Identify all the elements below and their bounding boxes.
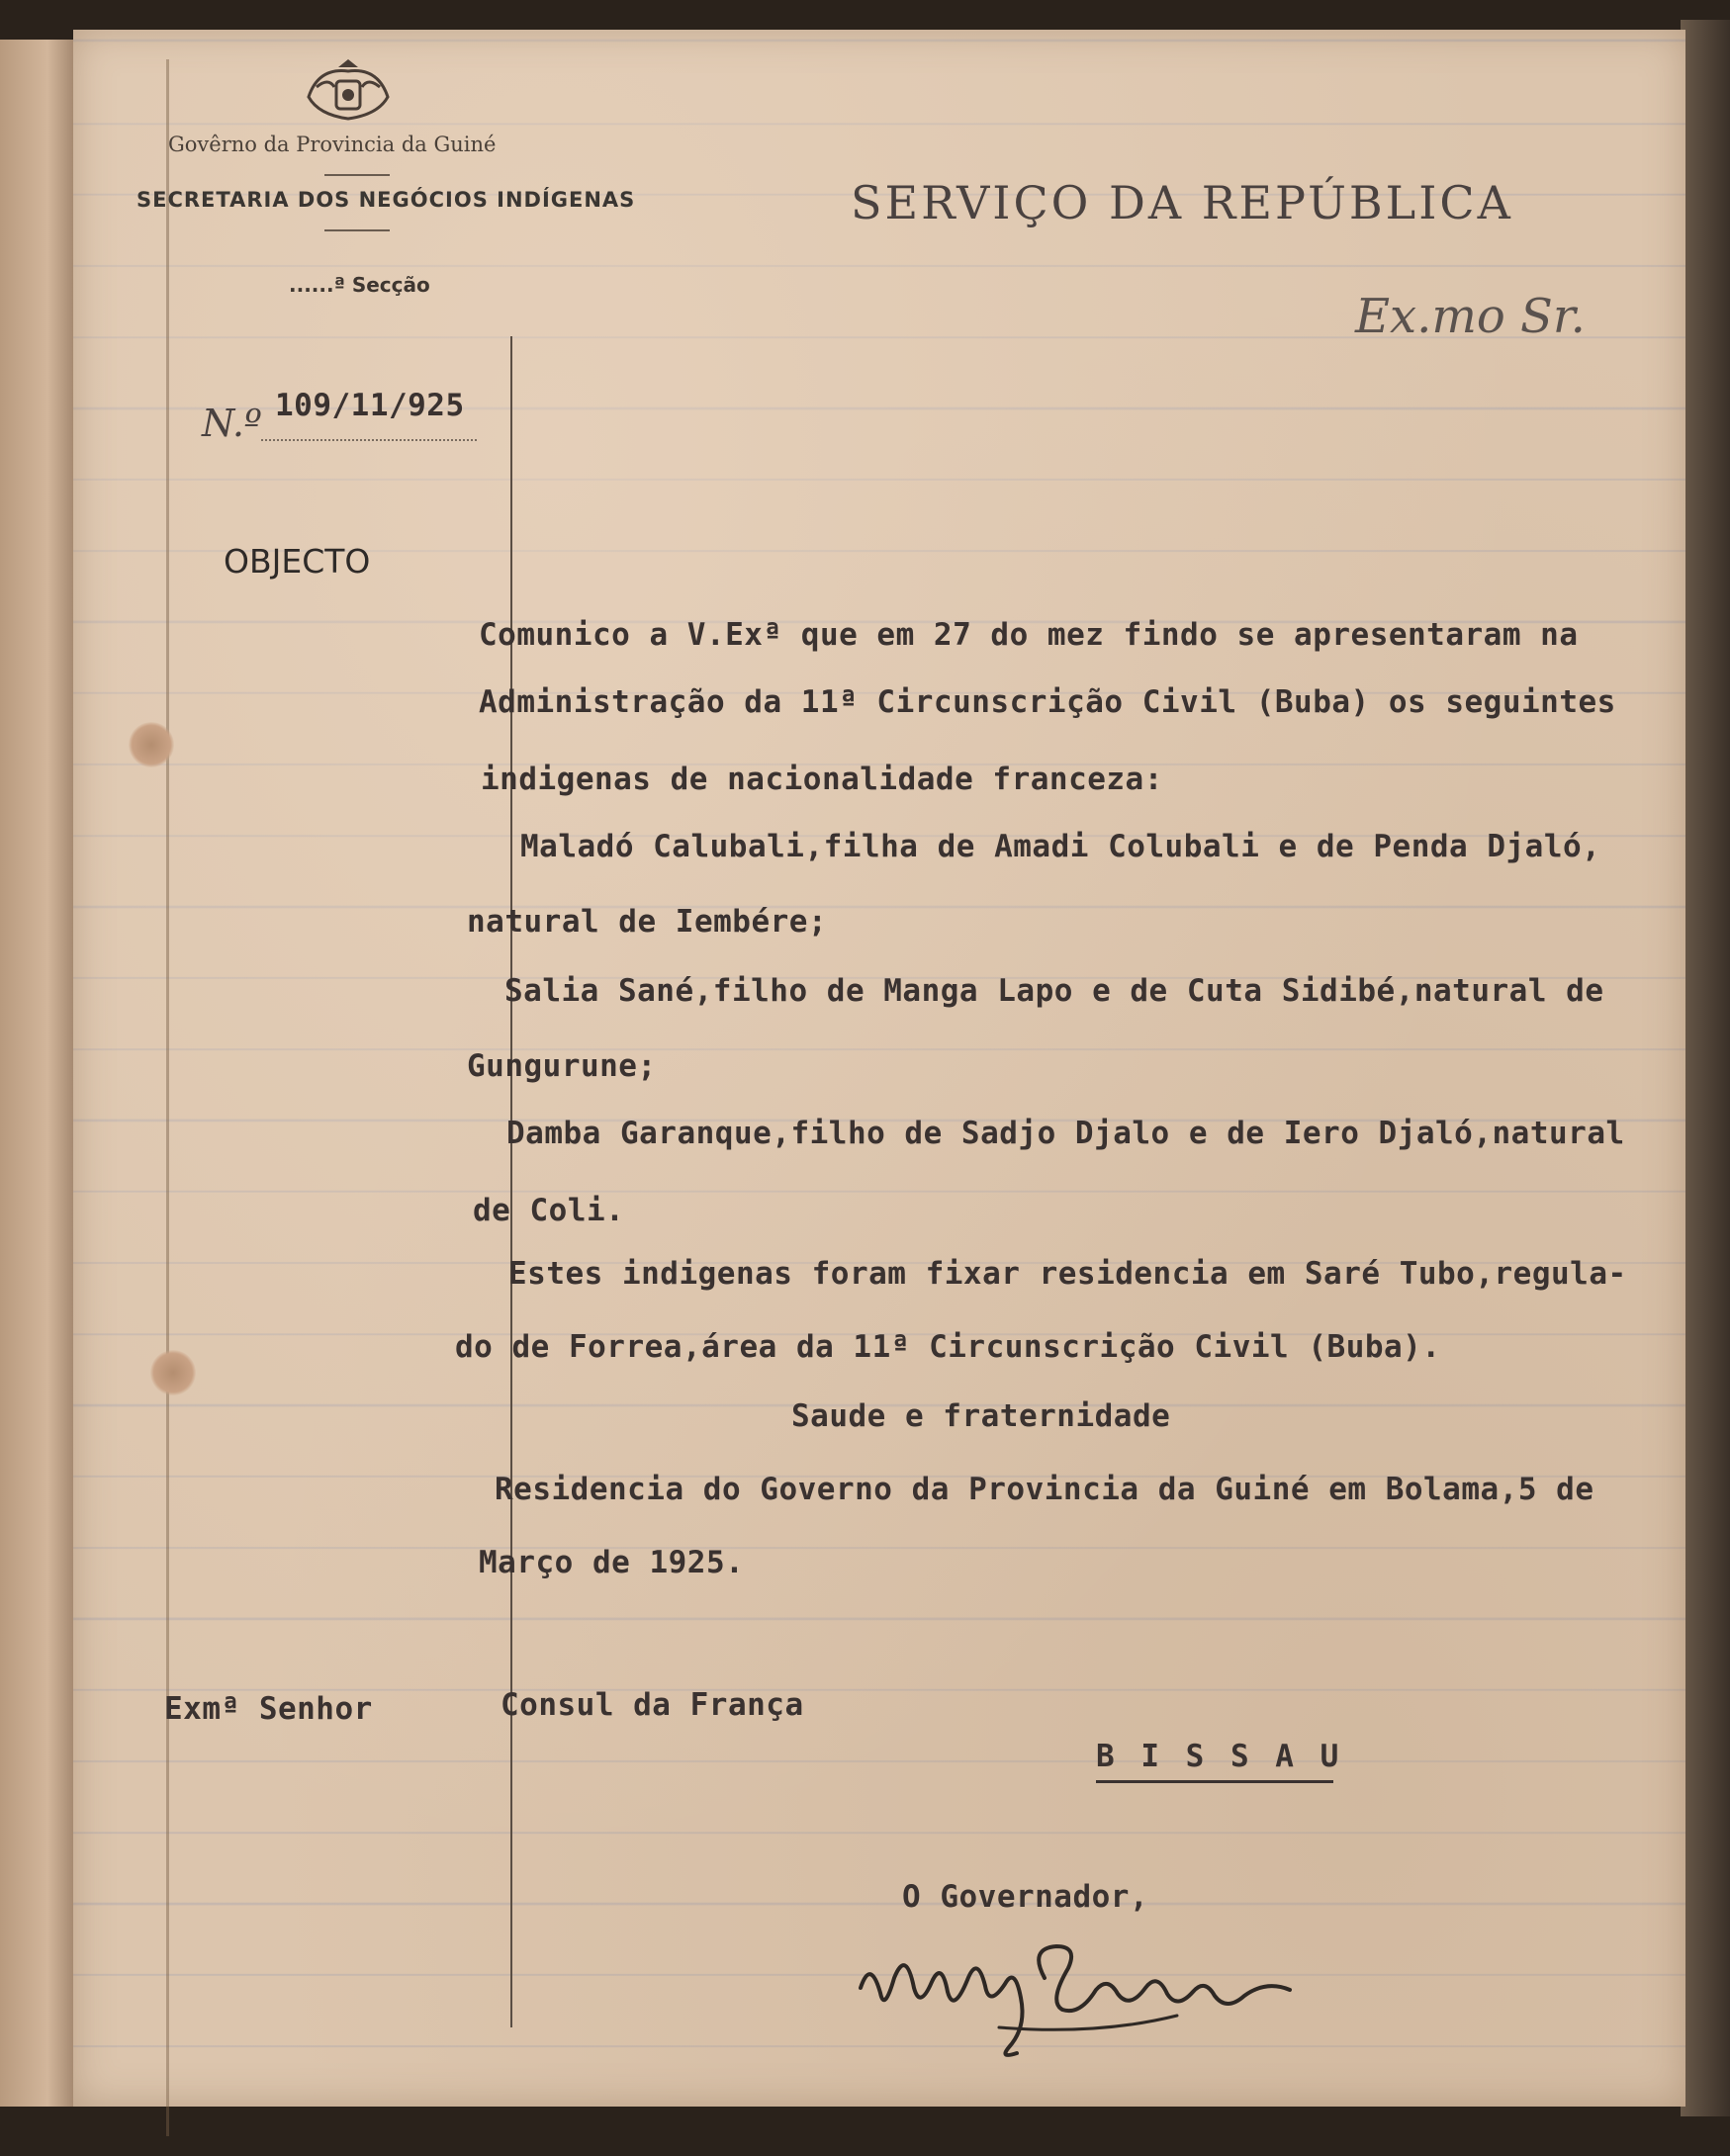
body-line: Damba Garanque,filho de Sadjo Djalo e de Iero Djaló,natural bbox=[506, 1116, 1625, 1151]
header-divider bbox=[324, 174, 390, 176]
reference-number: 109/11/925 bbox=[275, 388, 465, 423]
secretariat-header: SECRETARIA DOS NEGÓCIOS INDÍGENAS bbox=[137, 188, 636, 212]
service-title: SERVIÇO DA REPÚBLICA bbox=[851, 176, 1513, 229]
addressee-name: Consul da França bbox=[501, 1687, 804, 1723]
city-underline bbox=[1096, 1780, 1333, 1783]
header-divider-2 bbox=[324, 229, 390, 231]
letter-page bbox=[73, 30, 1685, 2107]
punch-hole-bottom bbox=[150, 1350, 196, 1395]
margin-line bbox=[510, 336, 512, 2027]
handwritten-signature bbox=[851, 1919, 1325, 2067]
salutation: Ex.mo Sr. bbox=[1355, 289, 1586, 344]
body-line: natural de Iembére; bbox=[467, 904, 828, 940]
body-line: Residencia do Governo da Provincia da Guiné em Bolama,5 de bbox=[495, 1472, 1594, 1507]
body-line: Salia Sané,filho de Manga Lapo e de Cuta Sidibé,natural de bbox=[504, 973, 1604, 1009]
page-stack-edge bbox=[1681, 20, 1730, 2116]
body-line: Maladó Calubali,filha de Amadi Colubali e de Penda Djaló, bbox=[520, 829, 1601, 864]
addressee-city: B I S S A U bbox=[1096, 1739, 1343, 1774]
reference-dotted-line bbox=[261, 439, 477, 441]
body-line: do de Forrea,área da 11ª Circunscrição Civil (Buba). bbox=[455, 1329, 1441, 1365]
punch-hole-top bbox=[129, 722, 174, 767]
signatory-line: O Governador, bbox=[902, 1879, 1149, 1915]
notebook-spine bbox=[0, 40, 79, 2107]
body-line: de Coli. bbox=[473, 1193, 625, 1228]
greeting-line: Saude e fraternidade bbox=[791, 1398, 1171, 1434]
government-header: Govêrno da Provincia da Guiné bbox=[168, 133, 497, 156]
body-line: Comunico a V.Exª que em 27 do mez findo se apresentaram na bbox=[479, 617, 1579, 653]
body-line: indigenas de nacionalidade franceza: bbox=[481, 762, 1163, 797]
body-line: Gungurune; bbox=[467, 1048, 657, 1084]
section-label: ......ª Secção bbox=[289, 273, 430, 297]
addressee-title: Exmª Senhor bbox=[164, 1691, 373, 1727]
objecto-label: OBJECTO bbox=[224, 542, 371, 581]
body-line: Administração da 11ª Circunscrição Civil (Buba) os seguintes bbox=[479, 684, 1616, 720]
body-line: Estes indigenas foram fixar residencia em Saré Tubo,regula- bbox=[508, 1256, 1627, 1292]
number-prefix: N.º bbox=[202, 402, 262, 445]
date-line: Março de 1925. bbox=[479, 1545, 745, 1580]
coat-of-arms-icon bbox=[299, 57, 398, 127]
binding-fold bbox=[166, 59, 169, 2136]
